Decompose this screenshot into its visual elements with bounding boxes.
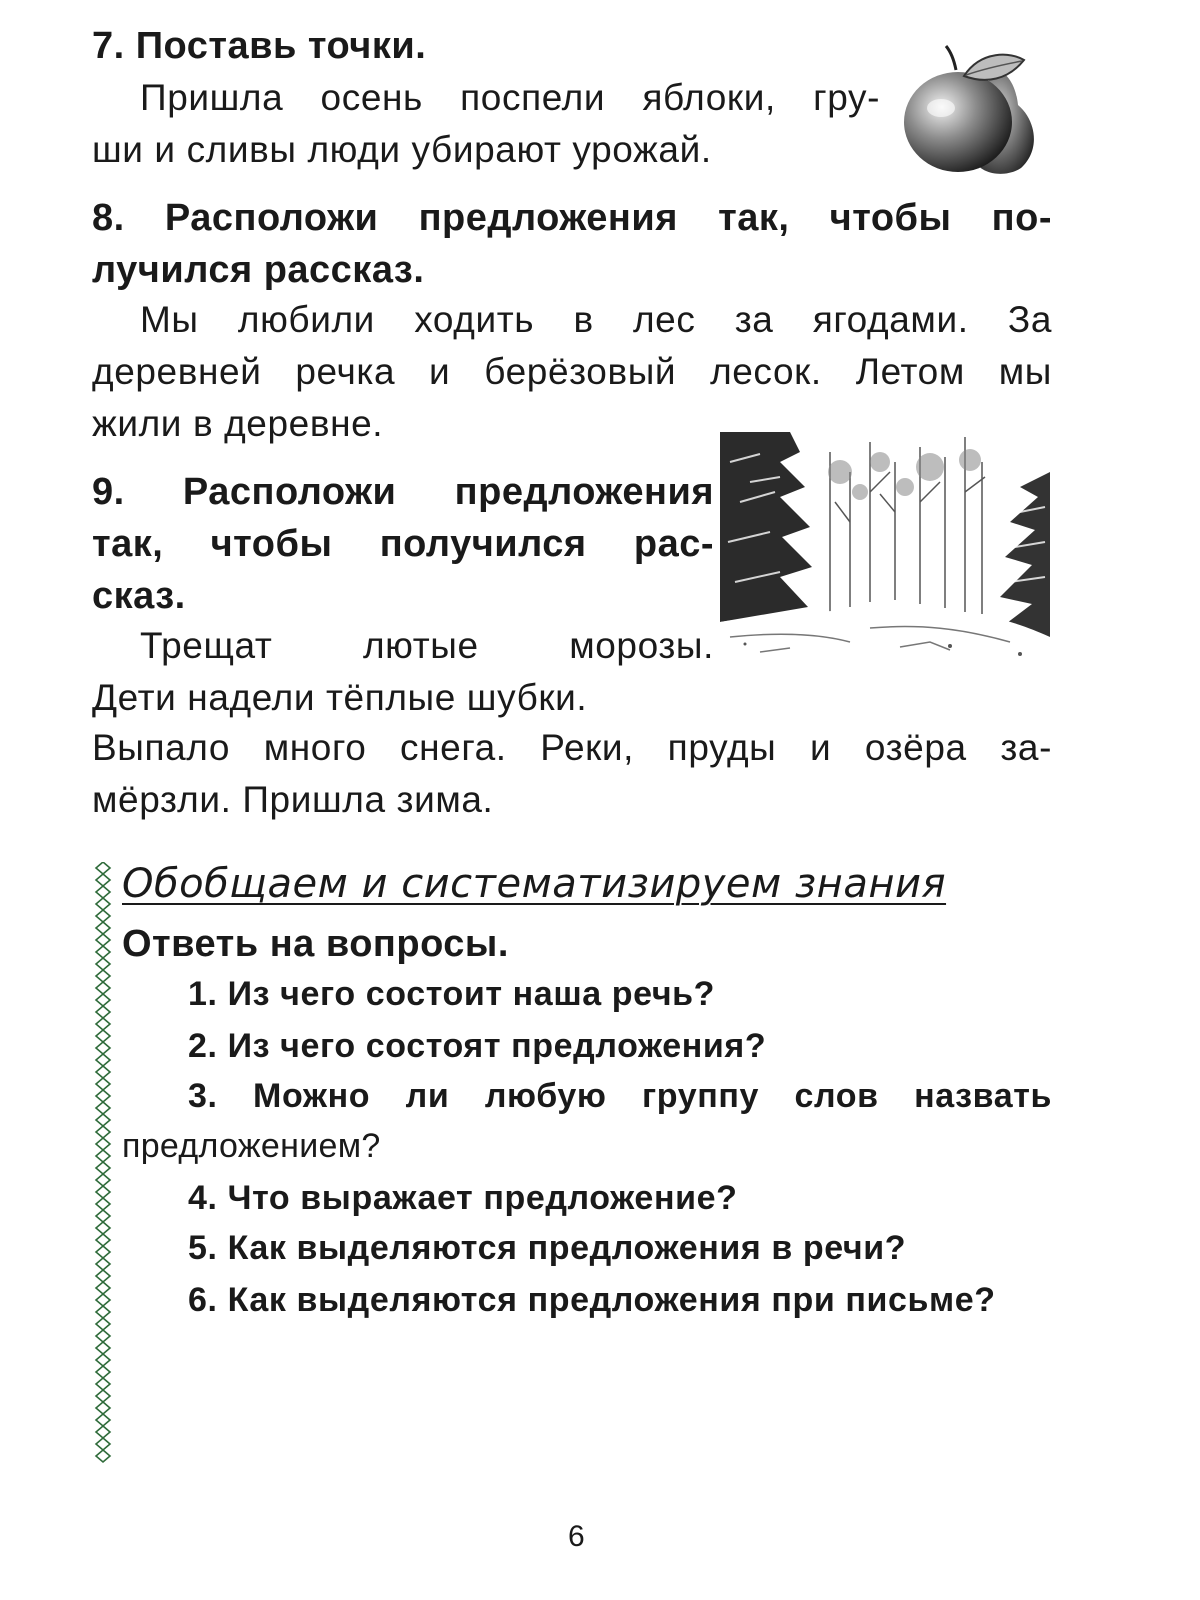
chain-link bbox=[96, 1366, 110, 1378]
chain-link bbox=[96, 1450, 110, 1462]
chain-link bbox=[96, 874, 110, 886]
chain-link bbox=[96, 1390, 110, 1402]
chain-link bbox=[96, 1318, 110, 1330]
task9-line-2: Дети надели тёплые шубки. bbox=[92, 677, 588, 718]
task8-line-1: Мы любили ходить в лес за ягодами. За bbox=[140, 299, 1052, 340]
chain-link bbox=[96, 1138, 110, 1150]
winter-forest-icon bbox=[720, 432, 1050, 664]
chain-link bbox=[96, 1198, 110, 1210]
chain-link bbox=[96, 910, 110, 922]
question-1: 1. Из чего состоит наша речь? bbox=[188, 975, 716, 1013]
task8-heading-line-1: 8. Расположи предложения так, чтобы по- bbox=[92, 197, 1052, 239]
chain-link bbox=[96, 994, 110, 1006]
task9-heading-line-3: сказ. bbox=[92, 575, 186, 617]
chain-link bbox=[96, 1018, 110, 1030]
task7-line-1: Пришла осень поспели яблоки, гру- bbox=[140, 77, 880, 118]
chain-link bbox=[96, 1402, 110, 1414]
task9-line-3: Выпало много снега. Реки, пруды и озёра за- bbox=[92, 727, 1052, 768]
chain-link bbox=[96, 1210, 110, 1222]
chain-link bbox=[96, 1426, 110, 1438]
chain-link bbox=[96, 1174, 110, 1186]
chain-link bbox=[96, 1114, 110, 1126]
chain-link bbox=[96, 1282, 110, 1294]
chain-link bbox=[96, 1270, 110, 1282]
chain-link bbox=[96, 886, 110, 898]
chain-link bbox=[96, 898, 110, 910]
question-3: 3. Можно ли любую группу слов назвать bbox=[188, 1077, 1052, 1115]
chain-link bbox=[96, 1150, 110, 1162]
task9-heading-line-1: 9. Расположи предложения bbox=[92, 471, 714, 513]
chain-link bbox=[96, 1438, 110, 1450]
chain-link bbox=[96, 1294, 110, 1306]
chain-link bbox=[96, 1030, 110, 1042]
task8-heading-line-2: лучился рассказ. bbox=[92, 249, 425, 291]
task9-line-4: мёрзли. Пришла зима. bbox=[92, 779, 494, 820]
chain-link bbox=[96, 1246, 110, 1258]
question-2: 2. Из чего состоят предложения? bbox=[188, 1027, 767, 1065]
chain-link bbox=[96, 922, 110, 934]
chain-link bbox=[96, 1234, 110, 1246]
section-title: Обобщаем и систематизируем знания bbox=[122, 861, 947, 907]
chain-link bbox=[96, 1330, 110, 1342]
chain-link bbox=[96, 970, 110, 982]
chain-link bbox=[96, 1054, 110, 1066]
chain-link bbox=[96, 1342, 110, 1354]
chain-link bbox=[96, 1006, 110, 1018]
chain-link bbox=[96, 862, 110, 874]
section-instruction: Ответь на вопросы. bbox=[122, 923, 509, 965]
chain-link bbox=[96, 1306, 110, 1318]
page-number: 6 bbox=[568, 1520, 585, 1553]
question-5: 5. Как выделяются предложения в речи? bbox=[188, 1229, 907, 1267]
chain-link bbox=[96, 1354, 110, 1366]
task8-line-3: жили в деревне. bbox=[92, 403, 384, 444]
chain-link bbox=[96, 1186, 110, 1198]
question-4: 4. Что выражает предложение? bbox=[188, 1179, 738, 1217]
task9-line-1: Трещат лютые морозы. bbox=[140, 625, 714, 666]
chain-link bbox=[96, 1414, 110, 1426]
question-3-continuation: предложением? bbox=[122, 1127, 381, 1165]
apple-pear-icon bbox=[896, 40, 1046, 178]
chain-link bbox=[96, 1126, 110, 1138]
task7-line-2: ши и сливы люди убирают урожай. bbox=[92, 129, 712, 170]
chain-link bbox=[96, 1222, 110, 1234]
chain-link bbox=[96, 1258, 110, 1270]
chain-link bbox=[96, 1078, 110, 1090]
chain-link bbox=[96, 934, 110, 946]
chain-link bbox=[96, 1066, 110, 1078]
task8-line-2: деревней речка и берёзовый лесок. Летом мы bbox=[92, 351, 1052, 392]
chain-link bbox=[96, 1090, 110, 1102]
chain-link bbox=[96, 982, 110, 994]
question-6: 6. Как выделяются предложения при письме? bbox=[188, 1281, 996, 1319]
section-border-chain bbox=[92, 862, 114, 1472]
chain-link bbox=[96, 946, 110, 958]
chain-link bbox=[96, 1042, 110, 1054]
chain-link bbox=[96, 958, 110, 970]
task7-heading: 7. Поставь точки. bbox=[92, 25, 427, 67]
chain-link bbox=[96, 1378, 110, 1390]
chain-link bbox=[96, 1102, 110, 1114]
task9-heading-line-2: так, чтобы получился рас- bbox=[92, 523, 714, 565]
chain-link bbox=[96, 1162, 110, 1174]
